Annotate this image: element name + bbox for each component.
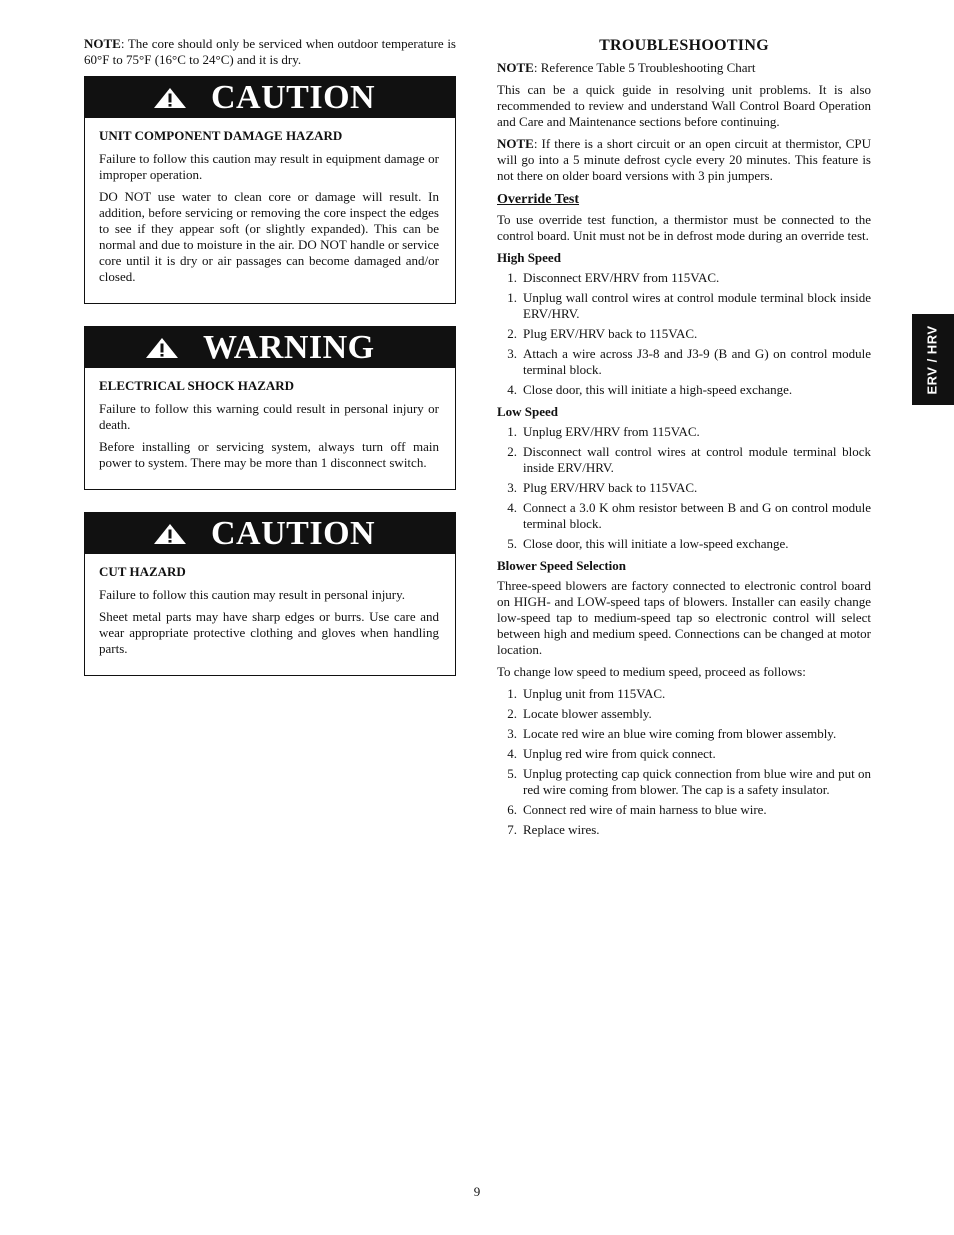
hazard-paragraph: DO NOT use water to clean core or damage will result. In addition, before servicing or removing the core inspect the edges to see if they appear soft (or slightly expanded). This can be normal and due to moisture in the air. DO NOT handle or service core until it is dry or air passages can become damaged and/or closed.: [99, 189, 439, 284]
note-text: : If there is a short circuit or an open circuit at thermistor, CPU will go into a 5 minute defrost cycle every 20 minutes. This feature is not there on older board versions with 3 pin jumpers.: [497, 136, 871, 183]
list-item: 2. Plug ERV/HRV back to 115VAC.: [507, 326, 698, 341]
blower-steps: [497, 686, 871, 838]
note-label: NOTE: [497, 60, 534, 75]
list-item: 3. Locate red wire an blue wire coming from blower assembly.: [507, 726, 837, 741]
note-text: : Reference Table 5 Troubleshooting Chart: [533, 60, 756, 75]
high-speed-heading: High Speed: [497, 250, 561, 265]
intro-paragraph: This can be a quick guide in resolving unit problems. It is also recommended to review and understand Wall Control Board Operation and Care and Maintenance sections before continuing.: [497, 82, 871, 129]
warning-triangle-icon: [153, 87, 187, 109]
hazard-body: [85, 118, 455, 303]
hazard-paragraph: Sheet metal parts may have sharp edges or burrs. Use care and wear appropriate protective clothing and gloves when handling parts.: [99, 609, 439, 656]
list-item: 4. Connect a 3.0 K ohm resistor between B and G on control module terminal block.: [507, 500, 871, 531]
core-service-note: [84, 36, 456, 68]
override-test-paragraph: To use override test function, a thermistor must be connected to the control board. Unit must not be in defrost mode during an override test.: [497, 212, 871, 243]
list-item: 5. Close door, this will initiate a low-speed exchange.: [507, 536, 789, 551]
hazard-paragraph: Failure to follow this warning could result in personal injury or death.: [99, 401, 439, 432]
hazard-paragraph: Failure to follow this caution may result in personal injury.: [99, 587, 406, 602]
right-column: [497, 36, 871, 844]
warning-box-electrical-shock: [84, 326, 456, 490]
list-item: 1. Unplug wall control wires at control module terminal block inside ERV/HRV.: [507, 290, 871, 321]
hazard-name: CUT HAZARD: [99, 564, 186, 579]
troubleshooting-title: TROUBLESHOOTING: [599, 37, 769, 54]
note-label: NOTE: [497, 136, 534, 151]
hazard-name: UNIT COMPONENT DAMAGE HAZARD: [99, 128, 343, 143]
list-item: 1. Disconnect ERV/HRV from 115VAC.: [507, 270, 720, 285]
blower-speed-paragraph: Three-speed blowers are factory connected to electronic control board on HIGH- and LOW-speed taps of blowers. Installer can easily change low-speed tap to medium-speed tap so electronic control will select between high and medium speed. Connections can be changed at motor location.: [497, 578, 871, 657]
high-speed-steps: [497, 270, 871, 398]
hazard-header: [85, 513, 455, 554]
thermistor-note: [497, 136, 871, 184]
warning-triangle-icon: [153, 523, 187, 545]
list-item: 3. Attach a wire across J3-8 and J3-9 (B and G) on control module terminal block.: [507, 346, 871, 377]
override-test-heading: Override Test: [497, 192, 580, 207]
blower-speed-heading: Blower Speed Selection: [497, 558, 627, 573]
list-item: 2. Disconnect wall control wires at control module terminal block inside ERV/HRV.: [507, 444, 871, 475]
side-tab-label: ERV / HRV: [925, 324, 941, 395]
page-number: 9: [473, 1184, 481, 1199]
reference-note: [497, 60, 871, 76]
list-item: 4. Close door, this will initiate a high-speed exchange.: [507, 382, 793, 397]
hazard-paragraph: Failure to follow this caution may result in equipment damage or improper operation.: [99, 151, 439, 182]
caution-box-component-damage: [84, 76, 456, 304]
list-item: 1. Unplug unit from 115VAC.: [507, 686, 666, 701]
hazard-title: WARNING: [203, 329, 375, 366]
section-side-tab: [912, 314, 954, 405]
hazard-title: CAUTION: [211, 515, 376, 552]
hazard-header: [85, 327, 455, 368]
warning-triangle-icon: [145, 337, 179, 359]
list-item: 4. Unplug red wire from quick connect.: [507, 746, 716, 761]
hazard-body: [85, 554, 455, 675]
list-item: 7. Replace wires.: [507, 822, 600, 837]
list-item: 3. Plug ERV/HRV back to 115VAC.: [507, 480, 698, 495]
caution-box-cut-hazard: [84, 512, 456, 676]
hazard-title: CAUTION: [211, 79, 376, 116]
low-speed-steps: [497, 424, 871, 552]
list-item: 2. Locate blower assembly.: [507, 706, 652, 721]
hazard-header: [85, 77, 455, 118]
hazard-body: [85, 368, 455, 489]
list-item: 6. Connect red wire of main harness to blue wire.: [507, 802, 767, 817]
low-speed-heading: Low Speed: [497, 404, 559, 419]
list-item: 5. Unplug protecting cap quick connection from blue wire and put on red wire coming from blower. The cap is a safety insulator.: [507, 766, 871, 797]
blower-change-intro: To change low speed to medium speed, proceed as follows:: [497, 664, 806, 679]
list-item: 1. Unplug ERV/HRV from 115VAC.: [507, 424, 700, 439]
note-text: : The core should only be serviced when outdoor temperature is 60°F to 75°F (16°C to 24°C) and it is dry.: [84, 36, 456, 67]
note-label: NOTE: [84, 36, 121, 51]
left-column: [84, 36, 456, 698]
hazard-paragraph: Before installing or servicing system, always turn off main power to system. There may be more than 1 disconnect switch.: [99, 439, 439, 470]
hazard-name: ELECTRICAL SHOCK HAZARD: [99, 378, 295, 393]
